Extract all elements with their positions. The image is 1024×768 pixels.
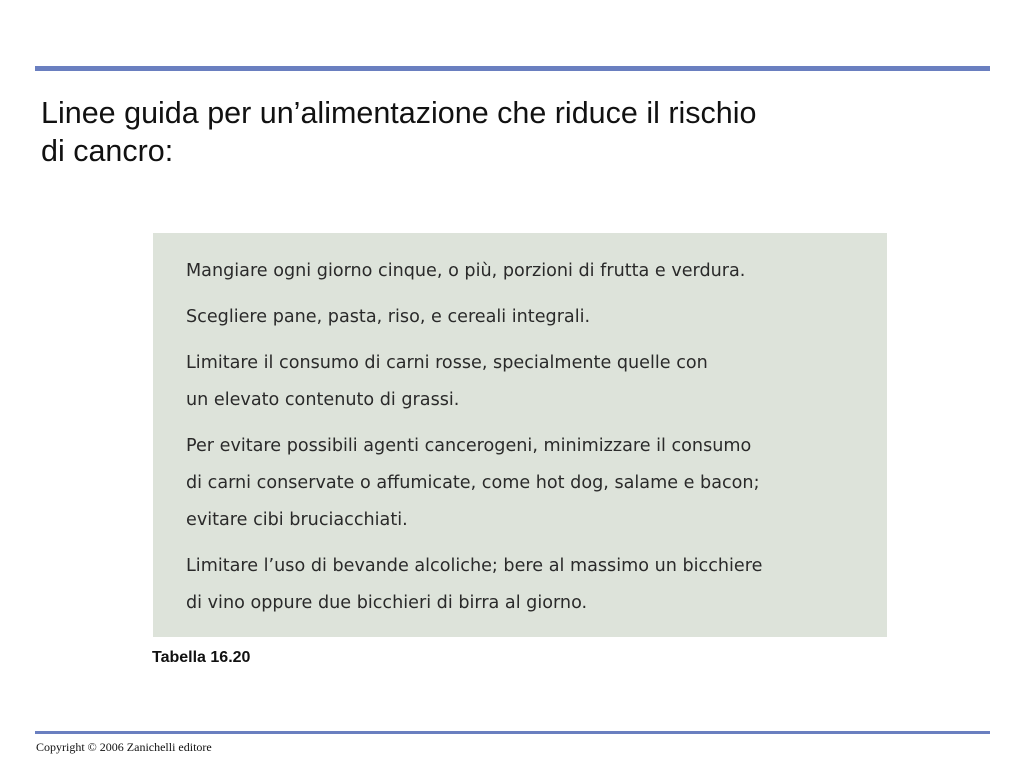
guideline-item: Per evitare possibili agenti cancerogeni, minimizzare il consumo di carni conservate o affumicate, come hot dog, salame e bacon; evitare cibi bruciacchiati. <box>186 436 760 530</box>
slide-title-line-2: di cancro: <box>41 134 174 168</box>
bottom-divider <box>35 731 990 734</box>
guideline-item: Limitare il consumo di carni rosse, specialmente quelle con un elevato contenuto di grassi. <box>186 353 708 410</box>
guideline-item: Mangiare ogni giorno cinque, o più, porzioni di frutta e verdura. <box>186 261 746 281</box>
copyright-notice: Copyright © 2006 Zanichelli editore <box>36 740 212 754</box>
slide-title <box>41 94 941 170</box>
slide-title-line-1: Linee guida per un’alimentazione che riduce il rischio <box>41 96 757 130</box>
guideline-item: Limitare l’uso di bevande alcoliche; bere al massimo un bicchiere di vino oppure due bicchieri di birra al giorno. <box>186 556 763 613</box>
guideline-item: Scegliere pane, pasta, riso, e cereali integrali. <box>186 307 591 327</box>
top-divider <box>35 66 990 71</box>
guidelines-table <box>153 233 887 637</box>
table-caption: Tabella 16.20 <box>152 649 251 666</box>
